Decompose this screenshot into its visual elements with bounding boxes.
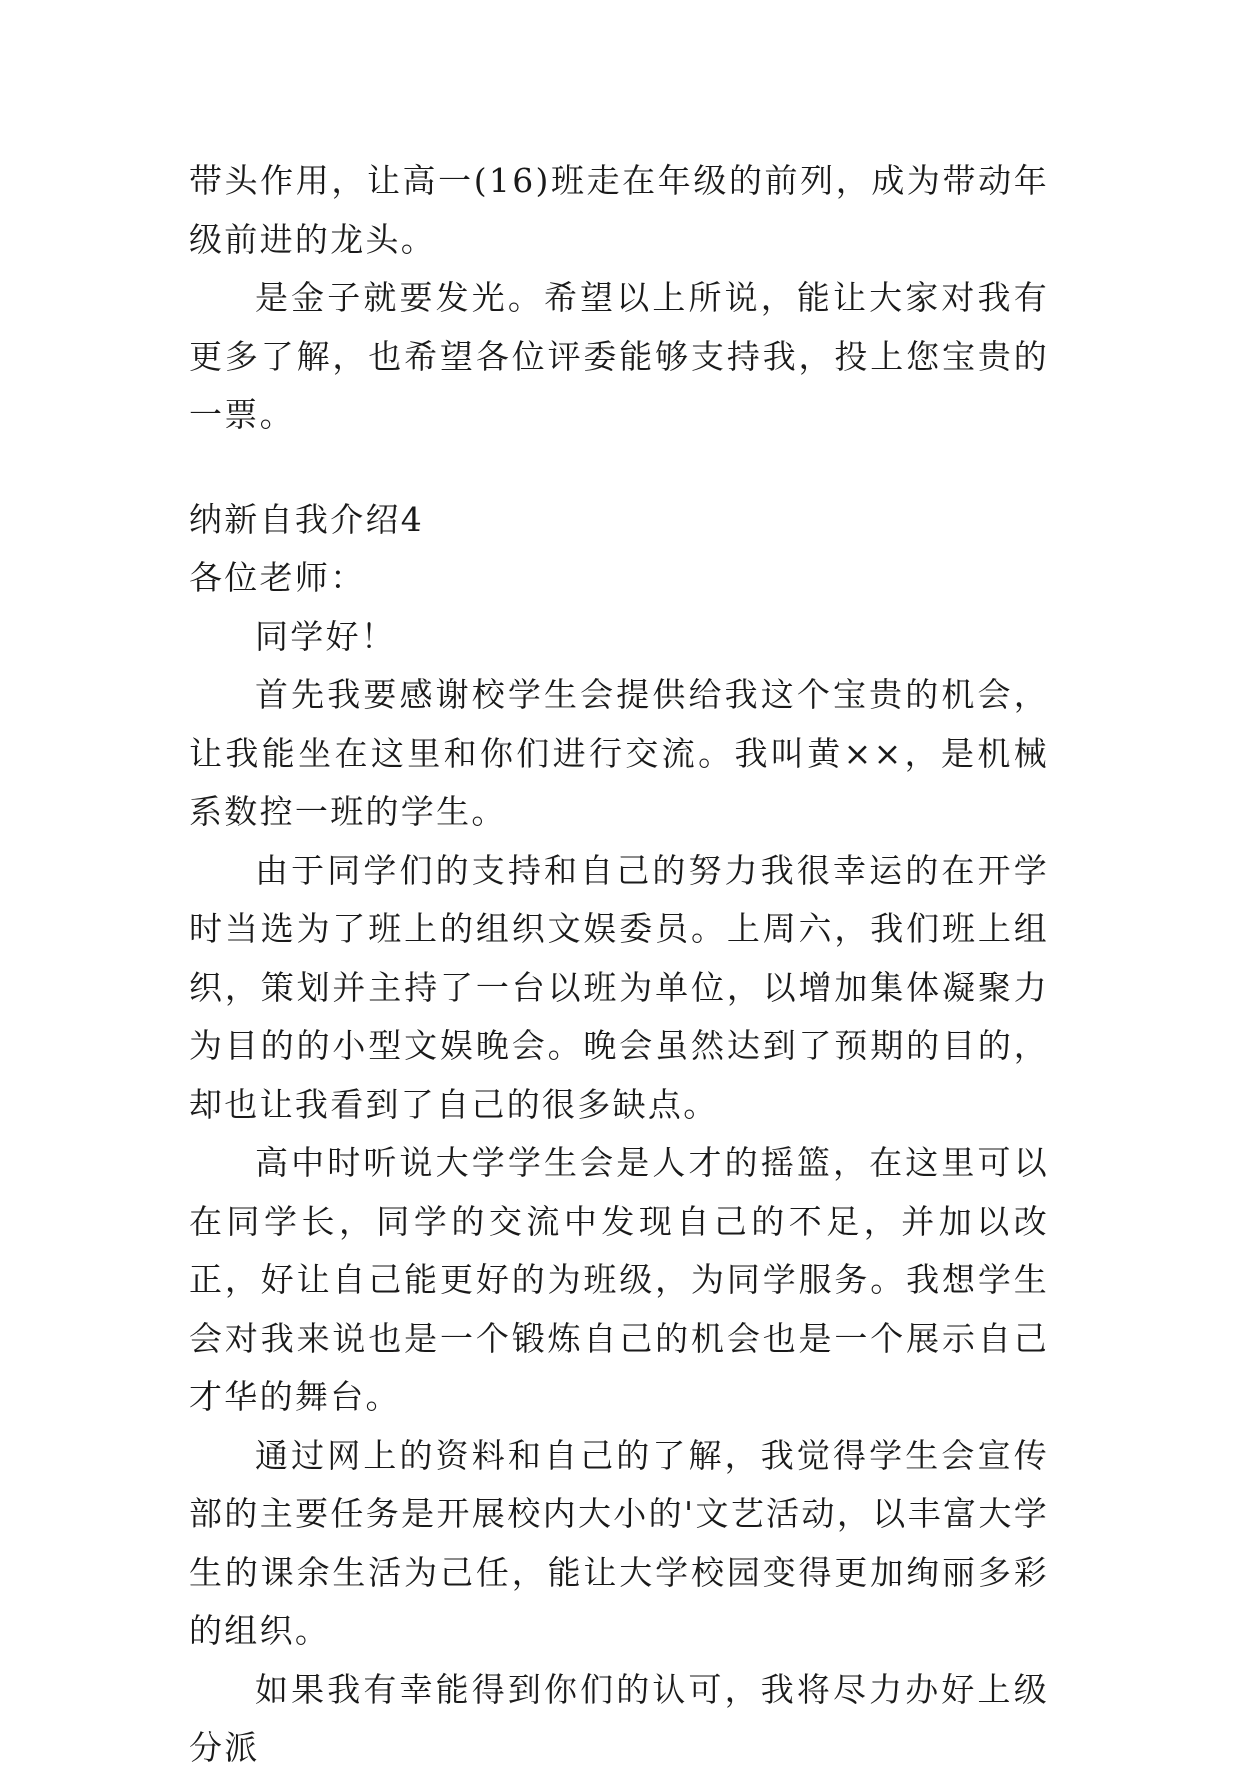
paragraph-closing: 是金子就要发光。希望以上所说，能让大家对我有更多了解，也希望各位评委能够支持我，投上您宝贵的一票。 [189, 278, 1049, 434]
greeting: 同学好！ [255, 616, 397, 656]
paragraph-body-5: 如果我有幸能得到你们的认可，我将尽力办好上级分派 [189, 1669, 1049, 1767]
paragraph-body-3: 高中时听说大学学生会是人才的摇篮，在这里可以在同学长，同学的交流中发现自己的不足，并加以改正，好让自己能更好的为班级，为同学服务。我想学生会对我来说也是一个锻炼自己的机会也是一个展示自己才华的舞台。 [189, 1143, 1049, 1416]
document-body [189, 152, 1049, 1778]
salutation: 各位老师： [189, 558, 366, 597]
paragraph-body-1: 首先我要感谢校学生会提供给我这个宝贵的机会，让我能坐在这里和你们进行交流。我叫黄××，是机械系数控一班的学生。 [189, 675, 1049, 831]
paragraph-body-4: 通过网上的资料和自己的了解，我觉得学生会宣传部的主要任务是开展校内大小的'文艺活动，以丰富大学生的课余生活为己任，能让大学校园变得更加绚丽多彩的组织。 [189, 1435, 1049, 1650]
paragraph-body-2: 由于同学们的支持和自己的努力我很幸运的在开学时当选为了班上的组织文娱委员。上周六，我们班上组织，策划并主持了一台以班为单位，以增加集体凝聚力为目的的小型文娱晚会。晚会虽然达到了预期的目的，却也让我看到了自己的很多缺点。 [189, 850, 1049, 1124]
paragraph-continuation: 带头作用，让高一(16)班走在年级的前列，成为带动年级前进的龙头。 [189, 161, 1049, 259]
section-title: 纳新自我介绍4 [189, 499, 425, 539]
